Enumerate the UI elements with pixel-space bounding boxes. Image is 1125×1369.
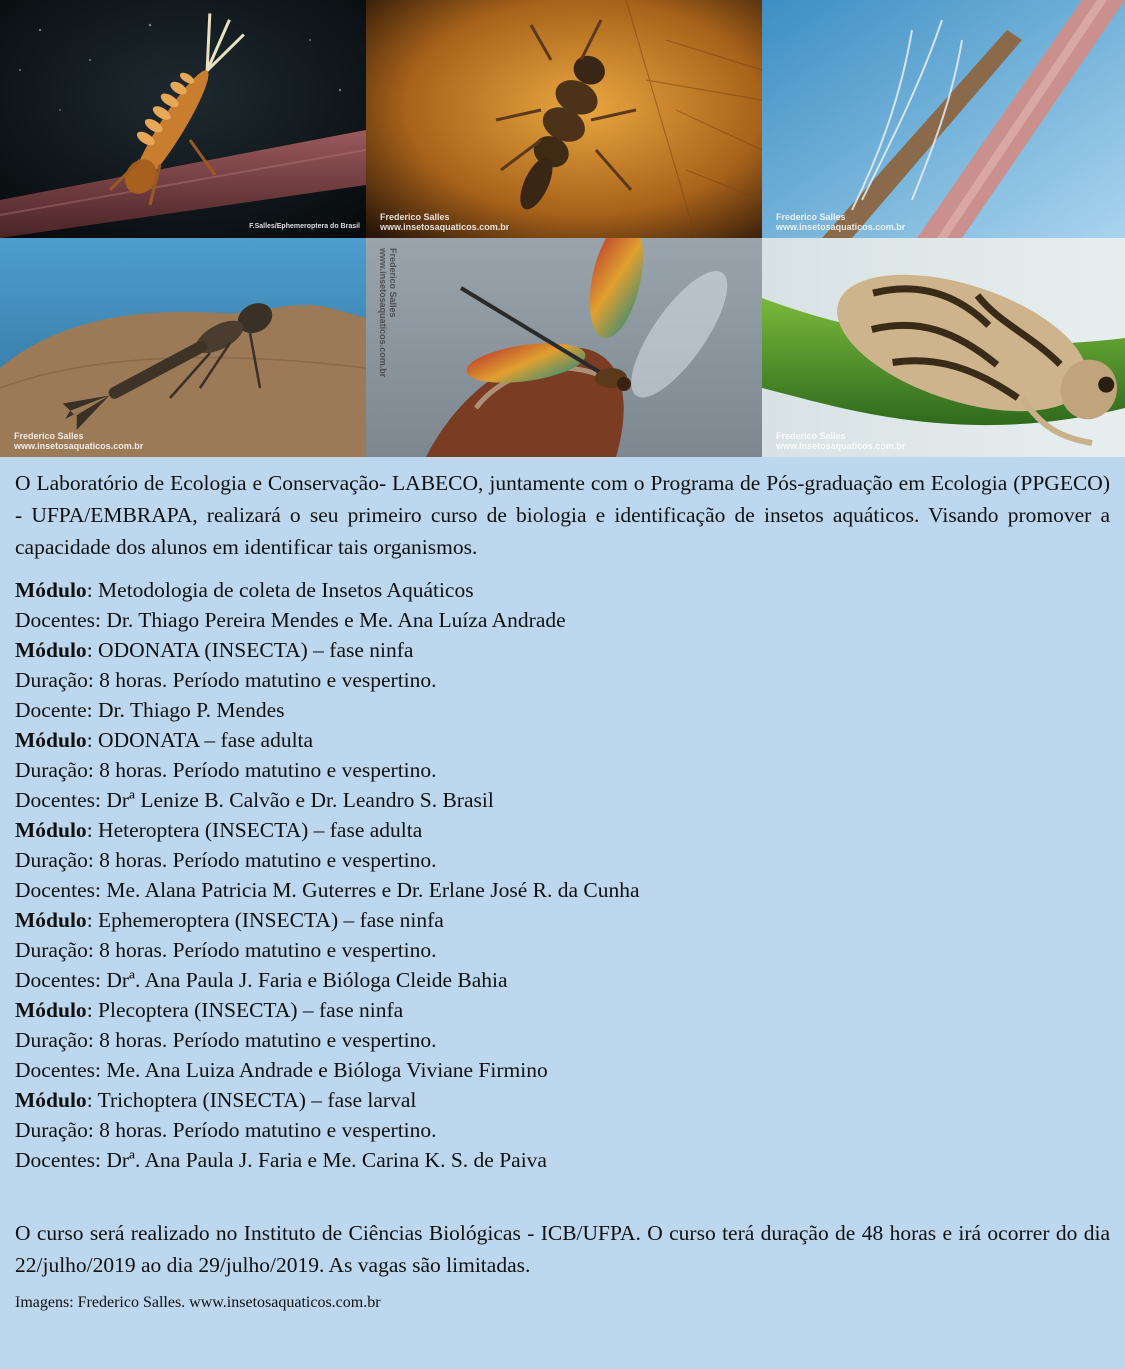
module-detail: Duração: 8 horas. Período matutino e vespertino. bbox=[15, 848, 437, 872]
module-label: Módulo bbox=[15, 728, 87, 752]
module-detail: Duração: 8 horas. Período matutino e vespertino. bbox=[15, 1028, 437, 1052]
photo-credit: Frederico Salles www.insetosaquaticos.com.br bbox=[14, 431, 144, 451]
module-title bbox=[15, 905, 1110, 935]
module-detail: Duração: 8 horas. Período matutino e vespertino. bbox=[15, 668, 437, 692]
closing-paragraph: O curso será realizado no Instituto de Ciências Biológicas - ICB/UFPA. O curso terá duração de 48 horas e irá ocorrer do dia 22/julho/2019 ao dia 29/julho/2019. As vagas são limitadas. bbox=[15, 1221, 1110, 1277]
module-detail: Docente: Dr. Thiago P. Mendes bbox=[15, 698, 285, 722]
photo-caddisfly-case bbox=[762, 0, 1125, 238]
module-detail: Duração: 8 horas. Período matutino e vespertino. bbox=[15, 758, 437, 782]
module-label: Módulo bbox=[15, 998, 87, 1022]
photo-mayfly-nymph bbox=[0, 0, 366, 238]
module-title bbox=[15, 995, 1110, 1025]
photo-damselfly-adult bbox=[366, 238, 762, 457]
photo-credit: Frederico Salles www.insetosaquaticos.com.br bbox=[776, 431, 906, 451]
module-detail: Duração: 8 horas. Período matutino e vespertino. bbox=[15, 938, 437, 962]
photo-credit: Frederico Salles www.insetosaquaticos.com.br bbox=[776, 212, 906, 232]
module-detail: Docentes: Me. Ana Luiza Andrade e Bióloga Viviane Firmino bbox=[15, 1058, 548, 1082]
module-detail: Docentes: Dr. Thiago Pereira Mendes e Me. Ana Luíza Andrade bbox=[15, 608, 566, 632]
photo-credit: F.Salles/Ephemeroptera do Brasil bbox=[249, 223, 360, 230]
module-detail: Docentes: Drª. Ana Paula J. Faria e Bióloga Cleide Bahia bbox=[15, 968, 508, 992]
module-detail: Docentes: Drª. Ana Paula J. Faria e Me. Carina K. S. de Paiva bbox=[15, 1148, 547, 1172]
course-description bbox=[0, 457, 1125, 1313]
intro-paragraph: O Laboratório de Ecologia e Conservação- LABECO, juntamente com o Programa de Pós-graduação em Ecologia (PPGECO) - UFPA/EMBRAPA, realizará o seu primeiro curso de biologia e identificação de insetos aquáticos. Visando promover a capacidade dos alunos em identificar tais organismos. bbox=[15, 471, 1110, 559]
module-label: Módulo bbox=[15, 818, 87, 842]
module-detail: Docentes: Me. Alana Patricia M. Guterres e Dr. Erlane José R. da Cunha bbox=[15, 878, 640, 902]
module-title bbox=[15, 635, 1110, 665]
module-name: : Metodologia de coleta de Insetos Aquáticos bbox=[86, 578, 474, 602]
photo-stonefly-nymph bbox=[366, 0, 762, 238]
modules-list bbox=[15, 575, 1110, 1175]
module-title bbox=[15, 725, 1110, 755]
module-label: Módulo bbox=[15, 908, 87, 932]
photo-credit: Frederico Salles www.insetosaquaticos.com.br bbox=[378, 248, 398, 378]
module-name: : Ephemeroptera (INSECTA) – fase ninfa bbox=[86, 908, 444, 932]
module-detail: Duração: 8 horas. Período matutino e vespertino. bbox=[15, 1118, 437, 1142]
module-name: : ODONATA – fase adulta bbox=[86, 728, 314, 752]
image-credit: Imagens: Frederico Salles. www.insetosaquaticos.com.br bbox=[15, 1294, 381, 1311]
photo-gallery bbox=[0, 0, 1125, 457]
photo-credit: Frederico Salles www.insetosaquaticos.com.br bbox=[380, 212, 510, 232]
module-label: Módulo bbox=[15, 578, 87, 602]
photo-damselfly-nymph bbox=[0, 238, 366, 457]
module-name: : Heteroptera (INSECTA) – fase adulta bbox=[86, 818, 423, 842]
module-label: Módulo bbox=[15, 638, 87, 662]
module-name: : ODONATA (INSECTA) – fase ninfa bbox=[86, 638, 414, 662]
photo-water-bug bbox=[762, 238, 1125, 457]
module-name: : Plecoptera (INSECTA) – fase ninfa bbox=[86, 998, 404, 1022]
module-title bbox=[15, 575, 1110, 605]
module-detail: Docentes: Drª Lenize B. Calvão e Dr. Leandro S. Brasil bbox=[15, 788, 494, 812]
module-label: Módulo bbox=[15, 1088, 87, 1112]
module-title bbox=[15, 1085, 1110, 1115]
module-name: : Trichoptera (INSECTA) – fase larval bbox=[86, 1088, 417, 1112]
module-title bbox=[15, 815, 1110, 845]
